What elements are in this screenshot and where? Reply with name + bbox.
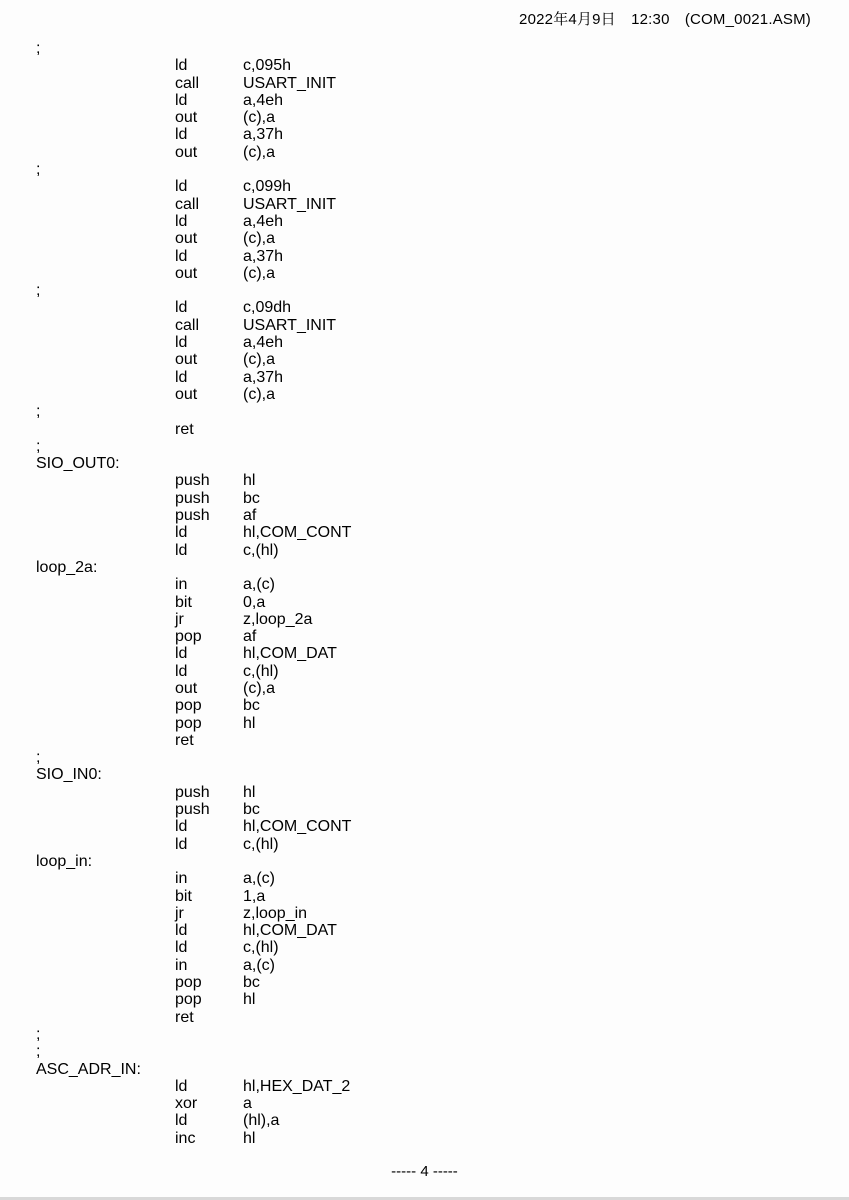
code-mnemonic: ld: [175, 212, 188, 230]
code-mnemonic: pop: [175, 697, 202, 715]
code-line: [36, 784, 796, 801]
code-operand: bc: [243, 489, 260, 507]
code-mnemonic: out: [175, 264, 198, 282]
code-label: loop_2a:: [36, 558, 98, 576]
code-operand: a,(c): [243, 870, 275, 888]
code-mnemonic: inc: [175, 1129, 196, 1147]
code-operand: hl: [243, 472, 256, 490]
code-operand: hl,COM_DAT: [243, 645, 337, 663]
code-operand: z,loop_in: [243, 904, 308, 922]
code-line: [36, 853, 796, 870]
code-operand: hl,COM_CONT: [243, 524, 352, 542]
code-line: [36, 1026, 796, 1043]
code-line: [36, 40, 796, 57]
code-line: [36, 939, 796, 956]
code-operand: (c),a: [243, 385, 275, 403]
code-line: [36, 715, 796, 732]
code-line: [36, 248, 796, 265]
code-mnemonic: out: [175, 351, 198, 369]
code-line: [36, 576, 796, 593]
comment-marker: ;: [36, 403, 41, 421]
comment-marker: ;: [36, 282, 41, 300]
code-mnemonic: call: [175, 74, 200, 92]
code-line: [36, 213, 796, 230]
code-line: [36, 594, 796, 611]
code-line: [36, 438, 796, 455]
code-operand: bc: [243, 801, 260, 819]
comment-marker: ;: [36, 437, 41, 455]
code-line: [36, 922, 796, 939]
code-mnemonic: ld: [175, 178, 188, 196]
code-operand: (c),a: [243, 109, 275, 127]
code-label: ASC_ADR_IN:: [36, 1060, 141, 1078]
code-line: [36, 455, 796, 472]
code-operand: a,37h: [243, 126, 284, 144]
code-operand: (c),a: [243, 143, 275, 161]
code-operand: 0,a: [243, 593, 266, 611]
code-line: [36, 386, 796, 403]
code-mnemonic: ld: [175, 126, 188, 144]
code-mnemonic: pop: [175, 974, 202, 992]
assembly-listing: [36, 40, 796, 1147]
code-line: [36, 974, 796, 991]
code-mnemonic: in: [175, 870, 188, 888]
code-line: [36, 697, 796, 714]
code-line: [36, 126, 796, 143]
code-operand: (c),a: [243, 679, 275, 697]
code-line: [36, 265, 796, 282]
code-mnemonic: ld: [175, 939, 188, 957]
code-mnemonic: ld: [175, 922, 188, 940]
code-operand: hl,COM_DAT: [243, 922, 337, 940]
code-mnemonic: bit: [175, 593, 192, 611]
code-mnemonic: ld: [175, 645, 188, 663]
code-operand: a,(c): [243, 576, 275, 594]
code-mnemonic: in: [175, 576, 188, 594]
code-line: [36, 870, 796, 887]
code-line: [36, 369, 796, 386]
code-operand: hl: [243, 991, 256, 1009]
code-operand: (c),a: [243, 351, 275, 369]
code-line: [36, 818, 796, 835]
code-line: [36, 490, 796, 507]
code-operand: c,(hl): [243, 662, 279, 680]
code-operand: c,(hl): [243, 939, 279, 957]
code-line: [36, 282, 796, 299]
code-operand: af: [243, 628, 257, 646]
code-operand: c,(hl): [243, 835, 279, 853]
code-operand: a,4eh: [243, 91, 284, 109]
code-line: [36, 507, 796, 524]
comment-marker: ;: [36, 1043, 41, 1061]
code-line: [36, 403, 796, 420]
code-operand: a,4eh: [243, 334, 284, 352]
code-line: [36, 109, 796, 126]
code-operand: hl,HEX_DAT_2: [243, 1077, 351, 1095]
code-mnemonic: ld: [175, 662, 188, 680]
code-operand: a: [243, 1095, 252, 1113]
code-label: SIO_IN0:: [36, 766, 102, 784]
code-line: [36, 645, 796, 662]
code-mnemonic: push: [175, 783, 210, 801]
code-mnemonic: ld: [175, 368, 188, 386]
code-operand: bc: [243, 697, 260, 715]
code-mnemonic: ld: [175, 524, 188, 542]
code-line: [36, 1078, 796, 1095]
code-operand: (c),a: [243, 230, 275, 248]
comment-marker: ;: [36, 161, 41, 179]
code-line: [36, 749, 796, 766]
code-mnemonic: out: [175, 109, 198, 127]
code-line: [36, 196, 796, 213]
code-line: [36, 334, 796, 351]
code-line: [36, 1043, 796, 1060]
code-operand: af: [243, 507, 257, 525]
comment-marker: ;: [36, 40, 41, 57]
code-mnemonic: ld: [175, 299, 188, 317]
code-line: [36, 611, 796, 628]
code-mnemonic: out: [175, 385, 198, 403]
code-line: [36, 628, 796, 645]
code-line: [36, 559, 796, 576]
code-operand: 1,a: [243, 887, 266, 905]
code-line: [36, 801, 796, 818]
code-line: [36, 663, 796, 680]
code-operand: c,(hl): [243, 541, 279, 559]
code-line: [36, 1130, 796, 1147]
code-mnemonic: jr: [175, 904, 184, 922]
code-operand: c,099h: [243, 178, 292, 196]
code-mnemonic: pop: [175, 628, 202, 646]
code-mnemonic: ld: [175, 835, 188, 853]
code-mnemonic: ld: [175, 818, 188, 836]
code-operand: a,(c): [243, 956, 275, 974]
code-mnemonic: jr: [175, 610, 184, 628]
code-mnemonic: ret: [175, 420, 194, 438]
code-operand: USART_INIT: [243, 316, 337, 334]
code-label: SIO_OUT0:: [36, 455, 120, 473]
code-operand: c,09dh: [243, 299, 292, 317]
code-mnemonic: out: [175, 143, 198, 161]
code-mnemonic: pop: [175, 714, 202, 732]
code-line: [36, 1009, 796, 1026]
code-line: [36, 230, 796, 247]
code-mnemonic: ld: [175, 541, 188, 559]
code-mnemonic: out: [175, 230, 198, 248]
code-line: [36, 1061, 796, 1078]
code-mnemonic: push: [175, 472, 210, 490]
code-mnemonic: ld: [175, 1077, 188, 1095]
code-line: [36, 1095, 796, 1112]
code-line: [36, 1112, 796, 1129]
code-line: [36, 836, 796, 853]
code-operand: (hl),a: [243, 1112, 280, 1130]
code-operand: hl: [243, 783, 256, 801]
code-mnemonic: in: [175, 956, 188, 974]
code-mnemonic: bit: [175, 887, 192, 905]
code-operand: hl,COM_CONT: [243, 818, 352, 836]
comment-marker: ;: [36, 1025, 41, 1043]
code-operand: hl: [243, 1129, 256, 1147]
code-operand: (c),a: [243, 264, 275, 282]
code-mnemonic: ld: [175, 91, 188, 109]
code-mnemonic: xor: [175, 1095, 198, 1113]
code-line: [36, 524, 796, 541]
code-line: [36, 92, 796, 109]
code-line: [36, 351, 796, 368]
code-mnemonic: pop: [175, 991, 202, 1009]
code-operand: hl: [243, 714, 256, 732]
code-line: [36, 57, 796, 74]
code-line: [36, 766, 796, 783]
code-operand: USART_INIT: [243, 195, 337, 213]
code-mnemonic: push: [175, 489, 210, 507]
code-mnemonic: call: [175, 316, 200, 334]
code-line: [36, 178, 796, 195]
code-mnemonic: ld: [175, 247, 188, 265]
code-operand: c,095h: [243, 57, 292, 75]
code-label: loop_in:: [36, 852, 93, 870]
code-line: [36, 299, 796, 316]
code-line: [36, 680, 796, 697]
code-line: [36, 75, 796, 92]
code-operand: a,4eh: [243, 212, 284, 230]
code-line: [36, 732, 796, 749]
code-mnemonic: ld: [175, 1112, 188, 1130]
code-line: [36, 317, 796, 334]
code-mnemonic: ld: [175, 334, 188, 352]
page-number: ----- 4 -----: [391, 1163, 458, 1180]
code-mnemonic: ret: [175, 731, 194, 749]
code-mnemonic: call: [175, 195, 200, 213]
code-mnemonic: push: [175, 801, 210, 819]
code-line: [36, 888, 796, 905]
code-line: [36, 161, 796, 178]
page-header: 2022年4月9日 12:30 (COM_0021.ASM): [519, 11, 811, 28]
code-mnemonic: out: [175, 679, 198, 697]
code-operand: bc: [243, 974, 260, 992]
comment-marker: ;: [36, 749, 41, 767]
code-mnemonic: push: [175, 507, 210, 525]
code-mnemonic: ld: [175, 57, 188, 75]
code-line: [36, 421, 796, 438]
code-operand: a,37h: [243, 368, 284, 386]
code-line: [36, 472, 796, 489]
code-operand: z,loop_2a: [243, 610, 313, 628]
code-line: [36, 905, 796, 922]
code-mnemonic: ret: [175, 1008, 194, 1026]
code-operand: USART_INIT: [243, 74, 337, 92]
code-line: [36, 957, 796, 974]
code-line: [36, 991, 796, 1008]
code-operand: a,37h: [243, 247, 284, 265]
code-line: [36, 144, 796, 161]
code-line: [36, 542, 796, 559]
